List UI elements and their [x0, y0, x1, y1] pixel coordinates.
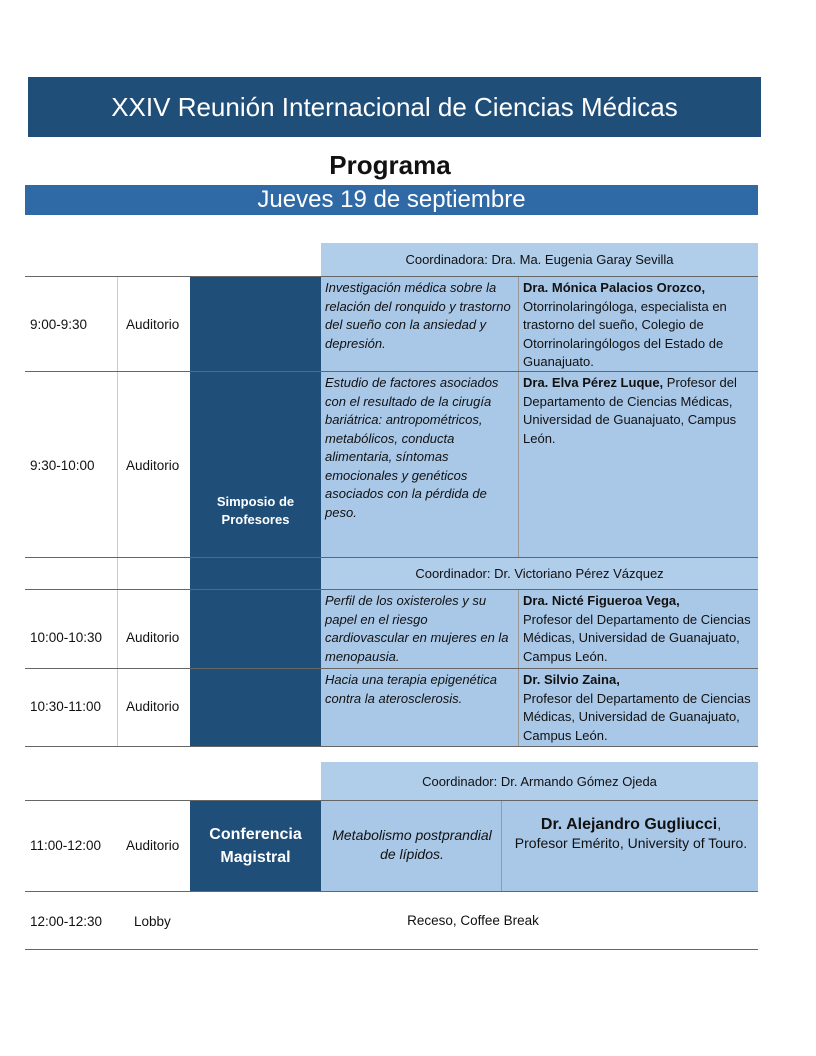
row2-topic: Estudio de factores asociados con el resultado de la cirugía bariátrica: antropométricos, metabólicos, conducta alimentaria, síntomas emocionales y genéticos asociados con la pérdida de peso.	[325, 375, 499, 520]
session3-coordinator-text: Coordinador: Dr. Armando Gómez Ojeda	[422, 773, 657, 789]
row5-room: Auditorio	[126, 838, 180, 853]
date-label: Jueves 19 de septiembre	[257, 186, 526, 213]
row-divider	[25, 891, 758, 892]
row1-time: 9:00-9:30	[30, 317, 88, 332]
row1-room: Auditorio	[126, 317, 180, 332]
row3-speaker	[523, 592, 757, 666]
keynote-label: Conferencia Magistral	[209, 826, 302, 866]
row4-speaker-name: Dr. Silvio Zaina,	[523, 672, 620, 687]
row4-room: Auditorio	[126, 699, 180, 714]
row-divider	[25, 589, 758, 590]
row5-speaker: Dr. Alejandro Gugliucci, Profesor Emérito, University of Touro.	[514, 816, 748, 851]
row4-speaker-desc: Profesor del Departamento de Ciencias Médicas, Universidad de Guanajuato, Campus León.	[523, 690, 751, 743]
row3-topic: Perfil de los oxisteroles y su papel en el riesgo cardiovascular en mujeres en la menopausia.	[325, 593, 509, 664]
row-divider	[25, 668, 758, 669]
row-divider	[25, 276, 758, 277]
divider	[501, 801, 502, 891]
row1-speaker	[523, 279, 757, 372]
row3-speaker-desc: Profesor del Departamento de Ciencias Médicas, Universidad de Guanajuato, Campus León.	[523, 611, 751, 664]
row4-speaker	[523, 671, 757, 745]
row2-speaker-desc: Profesor del Departamento de Ciencias Médicas, Universidad de Guanajuato, Campus León.	[523, 375, 737, 446]
row4-topic: Hacia una terapia epigenética contra la aterosclerosis.	[325, 672, 498, 706]
break-label: Receso, Coffee Break	[407, 913, 539, 928]
session1-coordinator	[321, 243, 758, 276]
row3-speaker-name: Dra. Nicté Figueroa Vega,	[523, 593, 680, 608]
row1-speaker-name: Dra. Mónica Palacios Orozco,	[523, 280, 706, 295]
row-divider	[25, 746, 758, 747]
date-banner	[25, 185, 758, 215]
event-title: XXIV Reunión Internacional de Ciencias Médicas	[111, 91, 678, 122]
row2-time: 9:30-10:00	[30, 458, 95, 473]
divider	[518, 276, 519, 557]
row2-speaker	[523, 374, 757, 448]
keynote-block	[190, 801, 321, 891]
program-label: Programa	[329, 150, 451, 180]
symposium-label: Simposio de Profesores	[216, 494, 295, 527]
row3-room: Auditorio	[126, 630, 180, 645]
row5-time: 11:00-12:00	[30, 838, 102, 853]
row-divider	[25, 557, 758, 558]
divider	[117, 276, 118, 746]
row5-topic: Metabolismo postprandial de lípidos.	[332, 827, 492, 862]
break-room: Lobby	[134, 914, 171, 929]
session2-coordinator-text: Coordinador: Dr. Victoriano Pérez Vázquez	[415, 565, 664, 581]
event-title-banner	[28, 77, 761, 137]
row1-topic: Investigación médica sobre la relación del ronquido y trastorno del sueño con la ansiedad y depresión.	[325, 280, 511, 351]
break-time: 12:00-12:30	[30, 914, 103, 929]
row4-time: 10:30-11:00	[30, 699, 102, 714]
session2-coordinator	[321, 557, 758, 589]
session1-coordinator-text: Coordinadora: Dra. Ma. Eugenia Garay Sevilla	[405, 252, 674, 267]
row1-speaker-desc: Otorrinolaringóloga, especialista en trastorno del sueño, Colegio de Otorrinolaringólogos del Estado de Guanajuato.	[523, 298, 727, 369]
row5-speaker-name: Dr. Alejandro Gugliucci	[540, 816, 718, 833]
symposium-block	[190, 276, 321, 746]
row2-room: Auditorio	[126, 458, 180, 473]
row2-speaker-name: Dra. Elva Pérez Luque,	[523, 375, 664, 390]
row3-time: 10:00-10:30	[30, 630, 103, 645]
row-divider	[25, 949, 758, 950]
row5-speaker-desc: Profesor Emérito, University of Touro.	[514, 835, 748, 851]
session3-coordinator	[321, 762, 758, 800]
